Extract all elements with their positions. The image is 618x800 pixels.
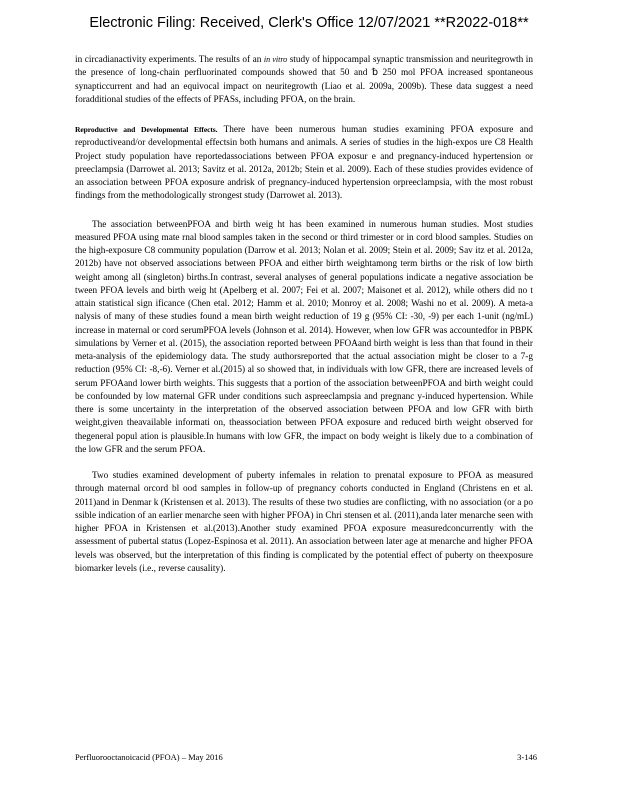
- paragraph-puberty: Two studies examined development of puberty infemales in relation to prenatal exposure to PFOA as measured through maternal orcord bl ood samples in follow-up of pregnancy cohorts conducted in England (Christens en et al. 2011)and in Denmar k (Kristensen et al. 2013). The results of these two studies are conflicting, with no association (or a po ssible indication of an earlier menarche seen with higher PFOA) in Chri stensen et al. (2011),anda later menarche seen with higher PFOA in Kristensen et al.(2013).Another study examined PFOA exposure measuredconcurrently with the assessment of pubertal status (Lopez-Espinosa et al. 2011). An association between later age at menarche and higher PFOA levels was observed, but the interpretation of this finding is complicated by the potential effect of puberty on theexposure biomarker levels (i.e., reverse causality).: [75, 471, 533, 574]
- paragraph-brain-studies: [75, 53, 533, 107]
- footer-page-number: 3-146: [517, 752, 537, 762]
- p1-text-start: in circadianactivity experiments. The results of an: [75, 55, 264, 65]
- p1-text-end: study of hippocampal synaptic transmission and neuritegrowth in the presence of long-chain perfluorinated compounds showed that 50 and ␢ 250 mol PFOA increased spontaneous synapticcurrent and had an equivocal impact on neuritegrowth (Liao et al. 2009a, 2009b). These data suggest a need foradditional studies of the effects of PFASs, including PFOA, on the brain.: [75, 55, 533, 105]
- section-heading-reproductive: Reproductive and Developmental Effects.: [75, 125, 218, 134]
- paragraph-reproductive-effects: [75, 123, 533, 204]
- p1-italic-term: in vitro: [263, 55, 288, 64]
- footer-document-title: Perfluorooctanoicacid (PFOA) – May 2016: [75, 752, 223, 762]
- document-body: [75, 53, 533, 576]
- p2-text: There have been numerous human studies examining PFOA exposure and reproductiveand/or developmental effectsin both humans and animals. A series of studies in the high-expos ure C8 Health Project study population have reportedassociations between PFOA exposur e and pregnancy-induced hypertension or preeclampsia (Darrowet al. 2013; Savitz et al. 2012a, 2012b; Stein et al. 2009). Each of these studies provides evidence of an association between PFOA exposure andrisk of pregnancy-induced hypertension orpreeclampsia, with the most robust findings from the methodologically strongest study (Darrowet al. 2013).: [75, 125, 533, 202]
- paragraph-birth-weight: The association betweenPFOA and birth weig ht has been examined in numerous human studies. Most studies measured PFOA using mate rnal blood samples taken in the second or third trimester or in cord blood samples. Studies on the high-exposure C8 community population (Darrow et al. 2013; Nolan et al. 2009; Stein et al. 2009; Sav itz et al. 2012a, 2012b) have not observed associations between PFOA and either birth weightamong term births or the risk of low birth weight among all (singleton) births.In contrast, several analyses of general populations indicate a negative association be tween PFOA levels and birth weig ht (Apelberg et al. 2007; Fei et al. 2007; Maisonet et al. 2012), while others did no t attain statistical sign ificance (Chen etal. 2012; Hamm et al. 2010; Monroy et al. 2008; Washi no et al. 2009). A meta-a nalysis of many of these studies found a mean birth weight reduction of 19 g (95% CI: -30, -9) per each 1-unit (ng/mL) increase in maternal or cord serumPFOA levels (Johnson et al. 2014). However, when low GFR was accountedfor in PBPK simulations by Verner et al. (2015), the association reported between PFOAand birth weight is less than that found in their meta-analysis of the epidemiology data. The study authorsreported that the actual association might be closer to a 7-g reduction (95% CI: -8,-6). Verner et al.(2015) al so showed that, in individuals with low GFR, there are increased levels of serum PFOAand lower birth weights. This suggests that a portion of the association betweenPFOA and birth weight could be confounded by low maternal GFR under conditions such aspreeclampsia and pregnanc y-induced hypertension. While there is some uncertainty in the interpretation of the observed association between PFOA and low GFR with birth weight,given theavailable informati on, theassociation between PFOA exposure and reduced birth weight observed for thegeneral popul ation is plausible.In humans with low GFR, the impact on body weight is likely due to a combination of the low GFR and the serum PFOA.: [75, 219, 533, 455]
- filing-banner: Electronic Filing: Received, Clerk's Office 12/07/2021 **R2022-018**: [89, 15, 529, 31]
